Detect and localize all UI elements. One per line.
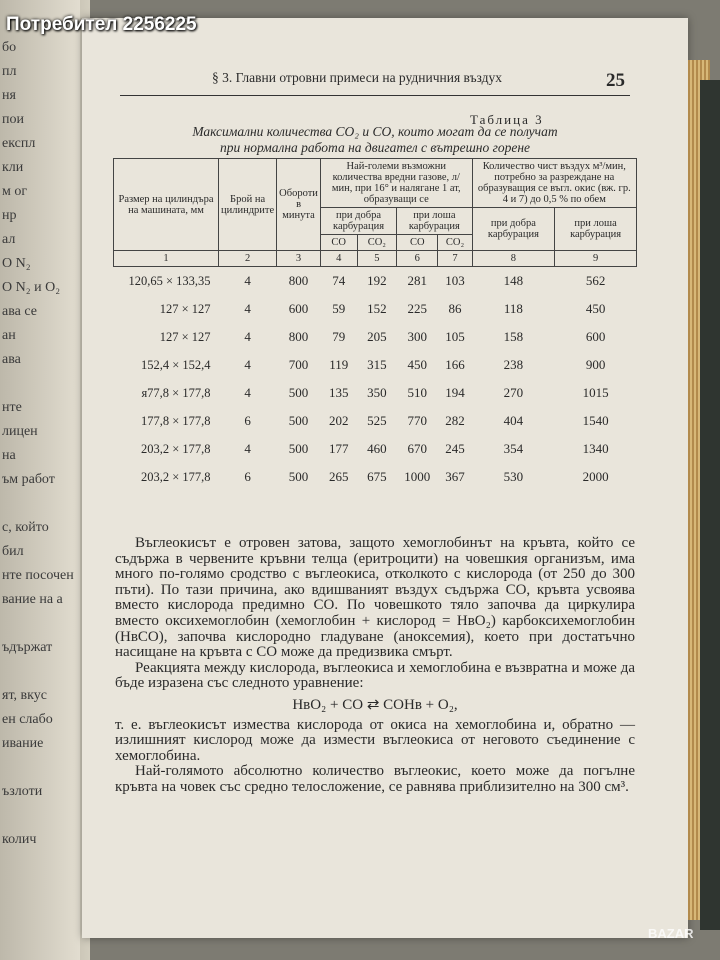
prev-page-fragment: вание на а	[2, 592, 63, 607]
prev-page-fragment: колич	[2, 832, 37, 847]
table-cell: 74	[332, 273, 346, 288]
table-cell: 600	[585, 329, 606, 344]
table-cell: 562	[585, 273, 606, 288]
caption-line-2: при нормална работа на двигател с вътрешно горене	[219, 140, 531, 155]
table-cell: 177,8 × 177,8	[140, 413, 211, 428]
caption-line-1: Максимални количества CO₂ и CO, които могат да се получат	[192, 124, 558, 139]
table-cell: 450	[407, 357, 427, 372]
table-cell: 166	[445, 357, 465, 372]
prev-page-fragment: пл	[2, 64, 17, 79]
running-header: § 3. Главни отровни примеси на рудничния въздух	[212, 70, 503, 85]
table-cell: 700	[288, 357, 309, 372]
table-cell: 450	[585, 301, 606, 316]
table-cell: 600	[288, 301, 309, 316]
table-row	[114, 323, 637, 351]
table-cell: 202	[328, 413, 349, 428]
table-cell: 500	[288, 469, 309, 484]
prev-page-fragment: ъзлоти	[2, 784, 43, 799]
table-cell: 354	[503, 441, 524, 456]
table-cell: 1340	[582, 441, 609, 456]
table-cell: 4	[244, 357, 251, 372]
table-cell: 1015	[582, 385, 609, 400]
prev-page-fragment: бил	[2, 544, 24, 559]
prev-page-fragment: експл	[2, 136, 36, 151]
table-cell: 105	[445, 329, 465, 344]
data-table	[113, 158, 637, 491]
table-cell: 404	[503, 413, 524, 428]
table-row	[114, 351, 637, 379]
prev-page-fragment: ава се	[2, 304, 37, 319]
table-cell: 270	[503, 385, 524, 400]
equation: HвO₂ + CO ⇄ COHв + O₂,	[292, 696, 458, 713]
table-row	[114, 295, 637, 323]
page-number: 25	[606, 70, 625, 91]
table-cell: 4	[244, 329, 251, 344]
col-number: 2	[219, 251, 277, 267]
table-row	[114, 435, 637, 463]
col-header-gases: Най-големи възможни количества вредни газове, л/мин, при 16° и налягане 1 ат, образуващи се	[320, 159, 472, 208]
table-cell: 225	[407, 301, 427, 316]
table-cell: 118	[503, 301, 523, 316]
col-header-co: CO	[397, 235, 438, 251]
table-cell: 120,65 × 133,35	[128, 273, 211, 288]
prev-page-fragment: бо	[2, 40, 17, 55]
previous-page-edge	[0, 0, 80, 960]
paragraph: Реакцията между кислорода, въглеокиса и хемоглобина е възвратна и може да бъде изразена със следното уравнение:	[115, 659, 635, 692]
table-cell: 203,2 × 177,8	[140, 441, 211, 456]
table-cell: 205	[367, 329, 387, 344]
paragraph: т. е. въглеокисът измества кислорода от окиса на хемоглобина и, обратно — излишният кислород може да измести въглеокиса от неговото съединение с хемоглобина.	[115, 716, 635, 764]
table-cell: 4	[244, 301, 251, 316]
site-logo: BAZAR	[648, 926, 694, 941]
table-cell: 203,2 × 177,8	[140, 469, 211, 484]
table-cell: 367	[445, 469, 465, 484]
col-header-rpm: Обороти в минута	[277, 159, 321, 251]
table-cell: 127 × 127	[159, 301, 211, 316]
table-cell: 800	[288, 329, 309, 344]
table-cell: 530	[503, 469, 524, 484]
table-cell: 282	[445, 413, 465, 428]
body-text	[115, 536, 635, 796]
table-cell: 238	[503, 357, 524, 372]
table-cell: 135	[328, 385, 349, 400]
table-cell: 315	[367, 357, 387, 372]
prev-page-fragment: ивание	[2, 736, 44, 751]
col-number: 6	[397, 251, 438, 267]
table-cell: 59	[332, 301, 346, 316]
prev-page-fragment: ня	[2, 88, 16, 103]
col-header-bad: при лоша карбурация	[397, 208, 473, 235]
col-number: 7	[438, 251, 472, 267]
table-cell: 1540	[582, 413, 609, 428]
table-cell: 6	[244, 469, 251, 484]
col-header-bad2: при лоша карбурация	[555, 208, 637, 251]
prev-page-fragment: ят, вкус	[2, 688, 47, 703]
paragraph: Въглеокисът е отровен затова, защото хемоглобинът на кръвта, който се съдържа в червените кръвни телца (еритроцити) на човешкия организъм, има много по-голямо сродство с въглеокиса, отколкото с кислорода (от 250 до 300 пъти). По тази причина, ако вдишваният въздух съдържа CO, кръвта усвоява вместо кислорода предимно CO. По човешкото тяло започва да циркулира вместо оксихемоглобин (хемоглобин + кислород = HвO₂) карбоксихемоглобин (HвCO), започва кислородно гладуване (аноксемия), което при достатъчно насищане на кръвта с CO може да предизвика смърт.	[115, 535, 635, 661]
table-cell: 192	[367, 273, 387, 288]
table-cell: 1000	[404, 469, 431, 484]
table-row	[114, 407, 637, 435]
col-number: 5	[357, 251, 397, 267]
book-cover	[700, 80, 720, 930]
prev-page-fragment: ал	[2, 232, 16, 247]
table-cell: 670	[407, 441, 427, 456]
table-cell: 770	[407, 413, 427, 428]
table-cell: 194	[445, 385, 465, 400]
prev-page-fragment: кли	[2, 160, 24, 175]
prev-page-fragment: лицен	[2, 424, 38, 439]
table-cell: 4	[244, 441, 251, 456]
table-cell: 460	[367, 441, 387, 456]
col-header-co2: CO₂	[438, 235, 472, 251]
table-cell: 900	[585, 357, 606, 372]
seller-watermark: Потребител 2256225	[6, 14, 197, 35]
col-header-cylinders: Брой на цилиндрите	[219, 159, 277, 251]
prev-page-fragment: на	[2, 448, 16, 463]
table-cell: 4	[244, 385, 251, 400]
table-cell: 6	[244, 413, 251, 428]
col-header-size: Размер на цилиндъра на машината, мм	[114, 159, 219, 251]
prev-page-fragment: ъдържат	[2, 640, 53, 655]
col-number: 8	[472, 251, 555, 267]
col-header-good: при добра карбурация	[320, 208, 396, 235]
table-cell: 500	[288, 441, 309, 456]
table-cell: 177	[328, 441, 349, 456]
table-cell: 119	[329, 357, 349, 372]
prev-page-fragment: нте посочен	[2, 568, 74, 583]
table-cell: 2000	[582, 469, 609, 484]
table-cell: 800	[288, 273, 309, 288]
col-number: 1	[114, 251, 219, 267]
table-cell: 500	[288, 413, 309, 428]
table-cell: 79	[332, 329, 346, 344]
col-header-co: CO	[320, 235, 357, 251]
prev-page-fragment: ава	[2, 352, 21, 367]
table-cell: 152,4 × 152,4	[140, 357, 211, 372]
col-header-co2: CO₂	[357, 235, 397, 251]
table-cell: 675	[367, 469, 387, 484]
prev-page-fragment: ен слабо	[2, 712, 53, 727]
table-cell: 158	[503, 329, 524, 344]
table-cell: 152	[367, 301, 387, 316]
col-header-air: Количество чист въздух м³/мин, потребно за разреждане на образуващия се въгл. окис (вж. гр. 4 и 7) до 0,5 % по обем	[472, 159, 636, 208]
table-cell: 245	[445, 441, 465, 456]
prev-page-fragment: нр	[2, 208, 17, 223]
table-caption	[140, 124, 610, 156]
table-cell: 127 × 127	[159, 329, 211, 344]
table-cell: 281	[407, 273, 427, 288]
table-cell: 4	[244, 273, 251, 288]
prev-page-fragment: O N₂ и O₂	[2, 280, 61, 295]
col-number: 9	[555, 251, 637, 267]
col-number: 4	[320, 251, 357, 267]
col-header-good2: при добра карбурация	[472, 208, 555, 251]
col-number: 3	[277, 251, 321, 267]
prev-page-fragment: нте	[2, 400, 22, 415]
table-cell: я77,8 × 177,8	[141, 385, 211, 400]
header-rule	[120, 95, 630, 96]
prev-page-fragment: м ог	[2, 184, 28, 199]
table-cell: 265	[328, 469, 349, 484]
table-cell: 86	[448, 301, 462, 316]
table-label: Таблица 3	[470, 112, 544, 127]
prev-page-fragment: ъм работ	[2, 472, 55, 487]
prev-page-fragment: ан	[2, 328, 16, 343]
table-cell: 510	[407, 385, 427, 400]
table-row	[114, 379, 637, 407]
table-cell: 350	[367, 385, 387, 400]
prev-page-fragment: O N₂	[2, 256, 31, 271]
prev-page-fragment: пои	[2, 112, 24, 127]
table-cell: 300	[407, 329, 427, 344]
table-cell: 148	[503, 273, 524, 288]
table-cell: 500	[288, 385, 309, 400]
table-cell: 103	[445, 273, 465, 288]
prev-page-fragment: с, който	[2, 520, 49, 535]
table-row	[114, 463, 637, 491]
table-cell: 525	[367, 413, 387, 428]
table-row	[114, 267, 637, 296]
paragraph: Най-голямото абсолютно количество въглеокис, което може да погълне кръвта на човек със средно телосложение, се равнява приблизително на 300 см³.	[115, 763, 635, 795]
